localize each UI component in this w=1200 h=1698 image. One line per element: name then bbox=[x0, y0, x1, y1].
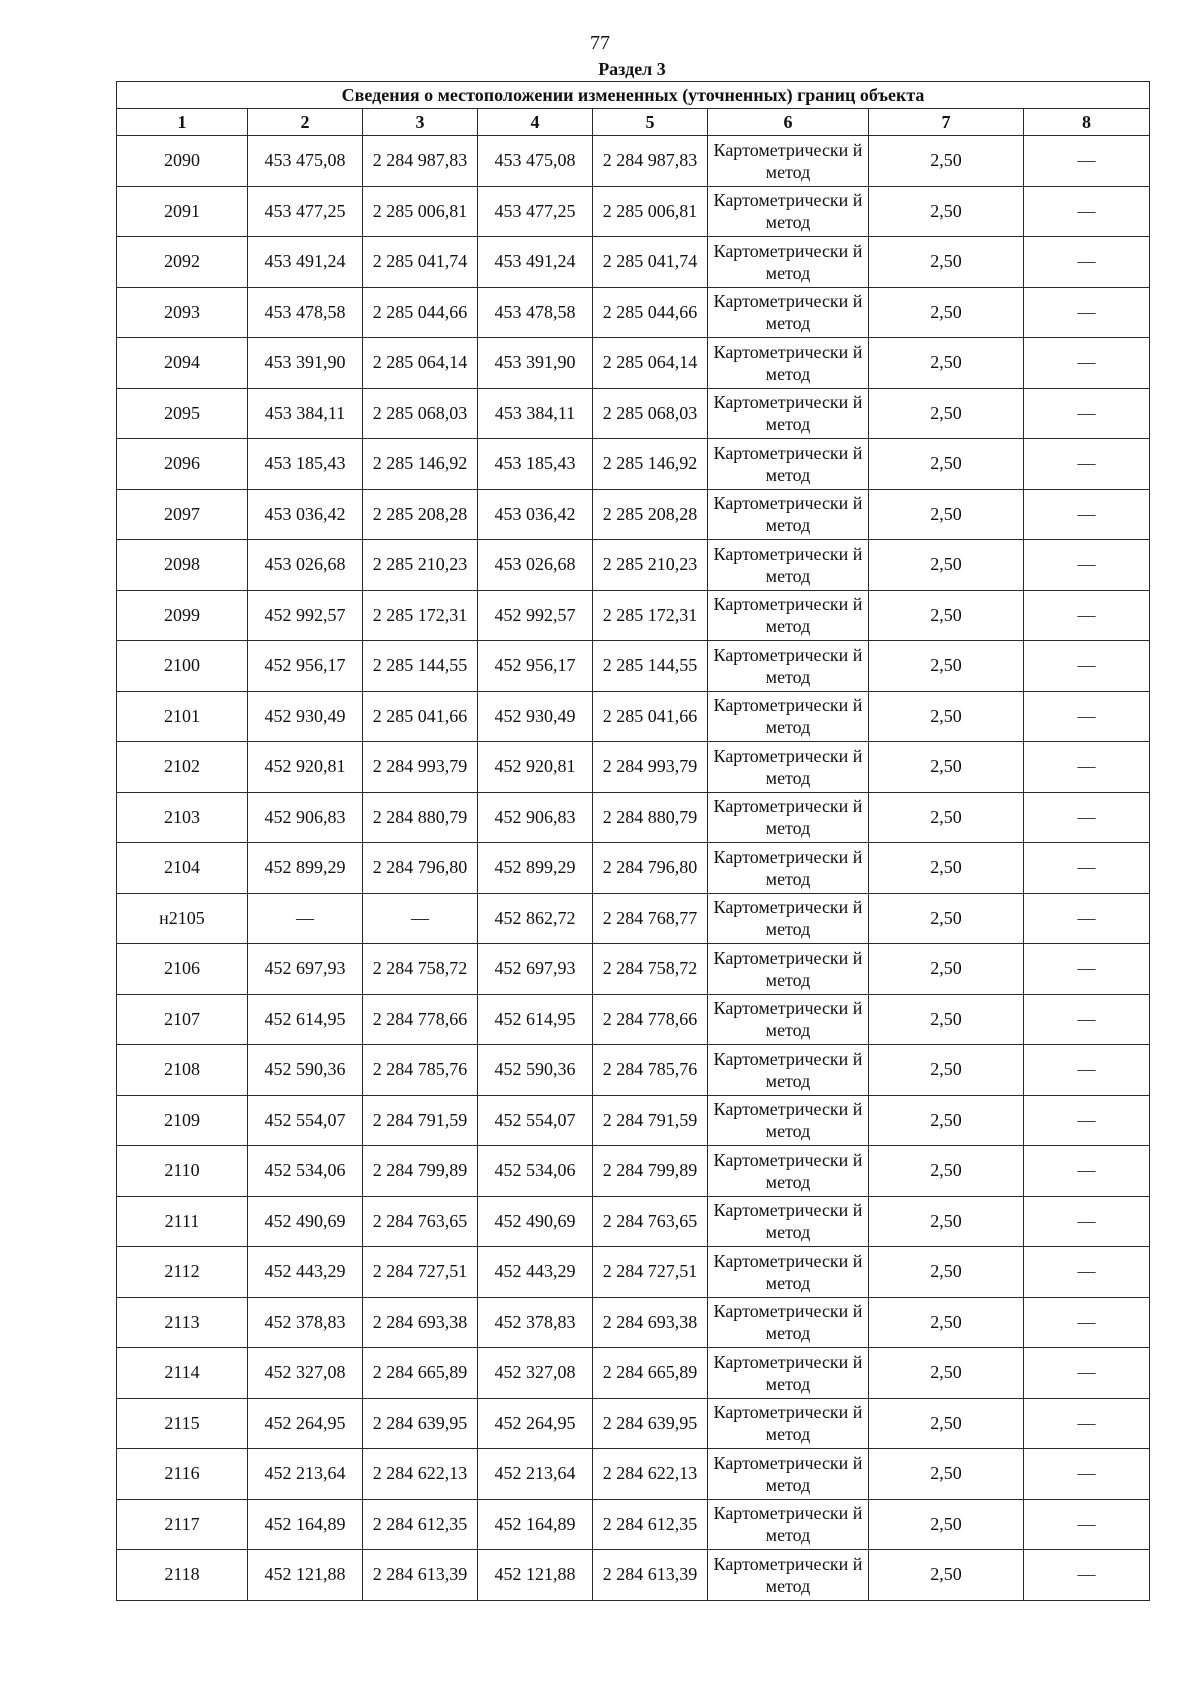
y-old-cell: 2 284 993,79 bbox=[363, 742, 478, 793]
y-new-cell: 2 284 665,89 bbox=[593, 1348, 708, 1399]
y-new-cell: 2 284 796,80 bbox=[593, 843, 708, 894]
point-number-cell: 2111 bbox=[117, 1196, 248, 1247]
note-cell: — bbox=[1024, 1449, 1150, 1500]
precision-cell: 2,50 bbox=[869, 691, 1024, 742]
method-cell: Картометрически й метод bbox=[708, 1146, 869, 1197]
y-old-cell: 2 284 796,80 bbox=[363, 843, 478, 894]
column-number: 3 bbox=[363, 109, 478, 136]
column-number: 1 bbox=[117, 109, 248, 136]
x-new-cell: 453 036,42 bbox=[478, 489, 593, 540]
precision-cell: 2,50 bbox=[869, 237, 1024, 288]
y-new-cell: 2 284 639,95 bbox=[593, 1398, 708, 1449]
note-cell: — bbox=[1024, 489, 1150, 540]
method-cell: Картометрически й метод bbox=[708, 186, 869, 237]
y-old-cell: 2 285 172,31 bbox=[363, 590, 478, 641]
note-cell: — bbox=[1024, 792, 1150, 843]
x-old-cell: 453 475,08 bbox=[248, 136, 363, 187]
method-cell: Картометрически й метод bbox=[708, 439, 869, 490]
note-cell: — bbox=[1024, 1297, 1150, 1348]
y-old-cell: 2 284 693,38 bbox=[363, 1297, 478, 1348]
x-old-cell: 453 477,25 bbox=[248, 186, 363, 237]
y-new-cell: 2 284 758,72 bbox=[593, 944, 708, 995]
y-new-cell: 2 284 768,77 bbox=[593, 893, 708, 944]
x-old-cell: 453 478,58 bbox=[248, 287, 363, 338]
method-cell: Картометрически й метод bbox=[708, 388, 869, 439]
x-new-cell: 452 956,17 bbox=[478, 641, 593, 692]
table-row bbox=[117, 893, 1150, 944]
x-new-cell: 452 378,83 bbox=[478, 1297, 593, 1348]
point-number-cell: 2097 bbox=[117, 489, 248, 540]
y-new-cell: 2 285 041,74 bbox=[593, 237, 708, 288]
point-number-cell: 2102 bbox=[117, 742, 248, 793]
precision-cell: 2,50 bbox=[869, 1095, 1024, 1146]
precision-cell: 2,50 bbox=[869, 893, 1024, 944]
method-cell: Картометрически й метод bbox=[708, 944, 869, 995]
table-row bbox=[117, 792, 1150, 843]
y-new-cell: 2 285 172,31 bbox=[593, 590, 708, 641]
x-old-cell: 452 920,81 bbox=[248, 742, 363, 793]
x-old-cell: 452 906,83 bbox=[248, 792, 363, 843]
table-row bbox=[117, 1348, 1150, 1399]
point-number-cell: 2101 bbox=[117, 691, 248, 742]
x-new-cell: 453 478,58 bbox=[478, 287, 593, 338]
y-new-cell: 2 285 006,81 bbox=[593, 186, 708, 237]
note-cell: — bbox=[1024, 742, 1150, 793]
point-number-cell: 2106 bbox=[117, 944, 248, 995]
table-row bbox=[117, 641, 1150, 692]
table-row bbox=[117, 944, 1150, 995]
point-number-cell: 2096 bbox=[117, 439, 248, 490]
point-number-cell: 2112 bbox=[117, 1247, 248, 1298]
note-cell: — bbox=[1024, 1348, 1150, 1399]
method-cell: Картометрически й метод bbox=[708, 540, 869, 591]
x-new-cell: 453 185,43 bbox=[478, 439, 593, 490]
x-old-cell: 453 185,43 bbox=[248, 439, 363, 490]
y-old-cell: 2 285 041,74 bbox=[363, 237, 478, 288]
point-number-cell: 2099 bbox=[117, 590, 248, 641]
x-old-cell: 452 213,64 bbox=[248, 1449, 363, 1500]
column-number: 8 bbox=[1024, 109, 1150, 136]
x-old-cell: 452 121,88 bbox=[248, 1550, 363, 1601]
x-old-cell: 453 036,42 bbox=[248, 489, 363, 540]
x-new-cell: 452 213,64 bbox=[478, 1449, 593, 1500]
y-old-cell: 2 284 778,66 bbox=[363, 994, 478, 1045]
point-number-cell: 2107 bbox=[117, 994, 248, 1045]
y-old-cell: 2 284 613,39 bbox=[363, 1550, 478, 1601]
note-cell: — bbox=[1024, 186, 1150, 237]
y-old-cell: 2 285 044,66 bbox=[363, 287, 478, 338]
x-new-cell: 452 920,81 bbox=[478, 742, 593, 793]
y-old-cell: 2 285 144,55 bbox=[363, 641, 478, 692]
note-cell: — bbox=[1024, 994, 1150, 1045]
precision-cell: 2,50 bbox=[869, 792, 1024, 843]
x-old-cell: 452 930,49 bbox=[248, 691, 363, 742]
x-new-cell: 452 121,88 bbox=[478, 1550, 593, 1601]
y-new-cell: 2 285 068,03 bbox=[593, 388, 708, 439]
point-number-cell: 2095 bbox=[117, 388, 248, 439]
x-new-cell: 452 906,83 bbox=[478, 792, 593, 843]
y-old-cell: 2 285 210,23 bbox=[363, 540, 478, 591]
note-cell: — bbox=[1024, 1499, 1150, 1550]
x-old-cell: 452 327,08 bbox=[248, 1348, 363, 1399]
y-old-cell: 2 285 146,92 bbox=[363, 439, 478, 490]
note-cell: — bbox=[1024, 1045, 1150, 1096]
x-new-cell: 452 697,93 bbox=[478, 944, 593, 995]
precision-cell: 2,50 bbox=[869, 1550, 1024, 1601]
x-old-cell: 452 490,69 bbox=[248, 1196, 363, 1247]
method-cell: Картометрически й метод bbox=[708, 136, 869, 187]
point-number-cell: 2094 bbox=[117, 338, 248, 389]
note-cell: — bbox=[1024, 388, 1150, 439]
x-old-cell: 452 534,06 bbox=[248, 1146, 363, 1197]
y-new-cell: 2 284 613,39 bbox=[593, 1550, 708, 1601]
precision-cell: 2,50 bbox=[869, 1348, 1024, 1399]
method-cell: Картометрически й метод bbox=[708, 1247, 869, 1298]
x-new-cell: 452 490,69 bbox=[478, 1196, 593, 1247]
precision-cell: 2,50 bbox=[869, 1247, 1024, 1298]
x-new-cell: 452 614,95 bbox=[478, 994, 593, 1045]
precision-cell: 2,50 bbox=[869, 1449, 1024, 1500]
x-old-cell: 453 026,68 bbox=[248, 540, 363, 591]
x-old-cell: 452 378,83 bbox=[248, 1297, 363, 1348]
table-row bbox=[117, 1449, 1150, 1500]
column-number: 2 bbox=[248, 109, 363, 136]
x-new-cell: 452 327,08 bbox=[478, 1348, 593, 1399]
y-new-cell: 2 284 622,13 bbox=[593, 1449, 708, 1500]
table-caption: Сведения о местоположении измененных (уточненных) границ объекта bbox=[117, 82, 1150, 109]
y-old-cell: 2 284 987,83 bbox=[363, 136, 478, 187]
x-old-cell: — bbox=[248, 893, 363, 944]
precision-cell: 2,50 bbox=[869, 1045, 1024, 1096]
y-old-cell: 2 284 622,13 bbox=[363, 1449, 478, 1500]
note-cell: — bbox=[1024, 590, 1150, 641]
column-number: 5 bbox=[593, 109, 708, 136]
point-number-cell: 2100 bbox=[117, 641, 248, 692]
table-row bbox=[117, 1196, 1150, 1247]
precision-cell: 2,50 bbox=[869, 641, 1024, 692]
table-row bbox=[117, 1146, 1150, 1197]
y-old-cell: — bbox=[363, 893, 478, 944]
precision-cell: 2,50 bbox=[869, 944, 1024, 995]
table-row bbox=[117, 1095, 1150, 1146]
method-cell: Картометрически й метод bbox=[708, 893, 869, 944]
precision-cell: 2,50 bbox=[869, 439, 1024, 490]
note-cell: — bbox=[1024, 1146, 1150, 1197]
x-old-cell: 452 164,89 bbox=[248, 1499, 363, 1550]
y-old-cell: 2 284 665,89 bbox=[363, 1348, 478, 1399]
column-number: 4 bbox=[478, 109, 593, 136]
method-cell: Картометрически й метод bbox=[708, 742, 869, 793]
x-old-cell: 452 264,95 bbox=[248, 1398, 363, 1449]
precision-cell: 2,50 bbox=[869, 287, 1024, 338]
y-new-cell: 2 285 210,23 bbox=[593, 540, 708, 591]
x-old-cell: 452 992,57 bbox=[248, 590, 363, 641]
point-number-cell: 2091 bbox=[117, 186, 248, 237]
y-old-cell: 2 284 727,51 bbox=[363, 1247, 478, 1298]
method-cell: Картометрически й метод bbox=[708, 1045, 869, 1096]
note-cell: — bbox=[1024, 843, 1150, 894]
x-new-cell: 452 992,57 bbox=[478, 590, 593, 641]
table-row bbox=[117, 540, 1150, 591]
y-new-cell: 2 284 785,76 bbox=[593, 1045, 708, 1096]
point-number-cell: 2113 bbox=[117, 1297, 248, 1348]
x-new-cell: 452 264,95 bbox=[478, 1398, 593, 1449]
note-cell: — bbox=[1024, 1247, 1150, 1298]
y-old-cell: 2 285 064,14 bbox=[363, 338, 478, 389]
page-number: 77 bbox=[590, 32, 610, 54]
table-row bbox=[117, 590, 1150, 641]
x-old-cell: 453 391,90 bbox=[248, 338, 363, 389]
table-row bbox=[117, 136, 1150, 187]
x-old-cell: 452 554,07 bbox=[248, 1095, 363, 1146]
table-row bbox=[117, 338, 1150, 389]
y-new-cell: 2 284 791,59 bbox=[593, 1095, 708, 1146]
point-number-cell: 2098 bbox=[117, 540, 248, 591]
table-row bbox=[117, 1398, 1150, 1449]
note-cell: — bbox=[1024, 1196, 1150, 1247]
x-old-cell: 453 491,24 bbox=[248, 237, 363, 288]
method-cell: Картометрически й метод bbox=[708, 1297, 869, 1348]
y-new-cell: 2 284 727,51 bbox=[593, 1247, 708, 1298]
y-old-cell: 2 285 208,28 bbox=[363, 489, 478, 540]
precision-cell: 2,50 bbox=[869, 742, 1024, 793]
point-number-cell: 2108 bbox=[117, 1045, 248, 1096]
x-new-cell: 453 026,68 bbox=[478, 540, 593, 591]
method-cell: Картометрически й метод bbox=[708, 1398, 869, 1449]
y-old-cell: 2 284 612,35 bbox=[363, 1499, 478, 1550]
note-cell: — bbox=[1024, 641, 1150, 692]
precision-cell: 2,50 bbox=[869, 186, 1024, 237]
y-new-cell: 2 285 064,14 bbox=[593, 338, 708, 389]
y-old-cell: 2 284 785,76 bbox=[363, 1045, 478, 1096]
column-number-row bbox=[117, 109, 1150, 136]
x-old-cell: 452 697,93 bbox=[248, 944, 363, 995]
precision-cell: 2,50 bbox=[869, 1398, 1024, 1449]
table-row bbox=[117, 439, 1150, 490]
x-new-cell: 452 930,49 bbox=[478, 691, 593, 742]
method-cell: Картометрически й метод bbox=[708, 1196, 869, 1247]
point-number-cell: 2109 bbox=[117, 1095, 248, 1146]
precision-cell: 2,50 bbox=[869, 136, 1024, 187]
precision-cell: 2,50 bbox=[869, 540, 1024, 591]
method-cell: Картометрически й метод bbox=[708, 994, 869, 1045]
y-new-cell: 2 285 146,92 bbox=[593, 439, 708, 490]
point-number-cell: 2115 bbox=[117, 1398, 248, 1449]
point-number-cell: 2090 bbox=[117, 136, 248, 187]
column-number: 7 bbox=[869, 109, 1024, 136]
note-cell: — bbox=[1024, 439, 1150, 490]
method-cell: Картометрически й метод bbox=[708, 489, 869, 540]
note-cell: — bbox=[1024, 338, 1150, 389]
table-row bbox=[117, 237, 1150, 288]
precision-cell: 2,50 bbox=[869, 843, 1024, 894]
precision-cell: 2,50 bbox=[869, 1196, 1024, 1247]
table-row bbox=[117, 489, 1150, 540]
method-cell: Картометрически й метод bbox=[708, 1095, 869, 1146]
x-new-cell: 453 384,11 bbox=[478, 388, 593, 439]
y-old-cell: 2 285 006,81 bbox=[363, 186, 478, 237]
precision-cell: 2,50 bbox=[869, 590, 1024, 641]
y-old-cell: 2 284 880,79 bbox=[363, 792, 478, 843]
x-new-cell: 452 443,29 bbox=[478, 1247, 593, 1298]
point-number-cell: 2104 bbox=[117, 843, 248, 894]
method-cell: Картометрически й метод bbox=[708, 691, 869, 742]
y-old-cell: 2 284 758,72 bbox=[363, 944, 478, 995]
x-old-cell: 453 384,11 bbox=[248, 388, 363, 439]
x-old-cell: 452 614,95 bbox=[248, 994, 363, 1045]
y-new-cell: 2 284 778,66 bbox=[593, 994, 708, 1045]
table-row bbox=[117, 1550, 1150, 1601]
note-cell: — bbox=[1024, 1095, 1150, 1146]
note-cell: — bbox=[1024, 237, 1150, 288]
precision-cell: 2,50 bbox=[869, 1146, 1024, 1197]
table-row bbox=[117, 388, 1150, 439]
method-cell: Картометрически й метод bbox=[708, 287, 869, 338]
y-new-cell: 2 285 044,66 bbox=[593, 287, 708, 338]
point-number-cell: 2103 bbox=[117, 792, 248, 843]
method-cell: Картометрически й метод bbox=[708, 590, 869, 641]
y-old-cell: 2 284 763,65 bbox=[363, 1196, 478, 1247]
note-cell: — bbox=[1024, 540, 1150, 591]
x-new-cell: 452 534,06 bbox=[478, 1146, 593, 1197]
y-new-cell: 2 284 880,79 bbox=[593, 792, 708, 843]
note-cell: — bbox=[1024, 691, 1150, 742]
y-new-cell: 2 285 144,55 bbox=[593, 641, 708, 692]
table-row bbox=[117, 186, 1150, 237]
y-old-cell: 2 285 041,66 bbox=[363, 691, 478, 742]
method-cell: Картометрически й метод bbox=[708, 1550, 869, 1601]
y-new-cell: 2 285 041,66 bbox=[593, 691, 708, 742]
method-cell: Картометрически й метод bbox=[708, 641, 869, 692]
table-row bbox=[117, 742, 1150, 793]
method-cell: Картометрически й метод bbox=[708, 338, 869, 389]
y-old-cell: 2 285 068,03 bbox=[363, 388, 478, 439]
x-new-cell: 452 899,29 bbox=[478, 843, 593, 894]
point-number-cell: 2110 bbox=[117, 1146, 248, 1197]
method-cell: Картометрически й метод bbox=[708, 1499, 869, 1550]
y-old-cell: 2 284 639,95 bbox=[363, 1398, 478, 1449]
point-number-cell: 2118 bbox=[117, 1550, 248, 1601]
y-new-cell: 2 284 987,83 bbox=[593, 136, 708, 187]
precision-cell: 2,50 bbox=[869, 994, 1024, 1045]
table-body bbox=[117, 136, 1150, 1601]
y-new-cell: 2 284 612,35 bbox=[593, 1499, 708, 1550]
precision-cell: 2,50 bbox=[869, 1499, 1024, 1550]
table-row bbox=[117, 1297, 1150, 1348]
table-row bbox=[117, 1247, 1150, 1298]
y-new-cell: 2 285 208,28 bbox=[593, 489, 708, 540]
method-cell: Картометрически й метод bbox=[708, 237, 869, 288]
y-old-cell: 2 284 791,59 bbox=[363, 1095, 478, 1146]
column-number: 6 bbox=[708, 109, 869, 136]
note-cell: — bbox=[1024, 944, 1150, 995]
coordinates-table bbox=[116, 81, 1150, 1601]
note-cell: — bbox=[1024, 1550, 1150, 1601]
point-number-cell: 2116 bbox=[117, 1449, 248, 1500]
x-new-cell: 452 862,72 bbox=[478, 893, 593, 944]
x-new-cell: 453 491,24 bbox=[478, 237, 593, 288]
x-new-cell: 453 391,90 bbox=[478, 338, 593, 389]
x-new-cell: 452 590,36 bbox=[478, 1045, 593, 1096]
note-cell: — bbox=[1024, 893, 1150, 944]
x-new-cell: 452 554,07 bbox=[478, 1095, 593, 1146]
table-row bbox=[117, 287, 1150, 338]
x-new-cell: 453 477,25 bbox=[478, 186, 593, 237]
y-old-cell: 2 284 799,89 bbox=[363, 1146, 478, 1197]
x-new-cell: 453 475,08 bbox=[478, 136, 593, 187]
table-row bbox=[117, 1499, 1150, 1550]
precision-cell: 2,50 bbox=[869, 489, 1024, 540]
x-new-cell: 452 164,89 bbox=[478, 1499, 593, 1550]
precision-cell: 2,50 bbox=[869, 1297, 1024, 1348]
point-number-cell: н2105 bbox=[117, 893, 248, 944]
x-old-cell: 452 956,17 bbox=[248, 641, 363, 692]
point-number-cell: 2114 bbox=[117, 1348, 248, 1399]
point-number-cell: 2093 bbox=[117, 287, 248, 338]
precision-cell: 2,50 bbox=[869, 388, 1024, 439]
point-number-cell: 2092 bbox=[117, 237, 248, 288]
x-old-cell: 452 443,29 bbox=[248, 1247, 363, 1298]
y-new-cell: 2 284 993,79 bbox=[593, 742, 708, 793]
note-cell: — bbox=[1024, 1398, 1150, 1449]
y-new-cell: 2 284 763,65 bbox=[593, 1196, 708, 1247]
table-row bbox=[117, 994, 1150, 1045]
note-cell: — bbox=[1024, 136, 1150, 187]
table-row bbox=[117, 691, 1150, 742]
x-old-cell: 452 590,36 bbox=[248, 1045, 363, 1096]
x-old-cell: 452 899,29 bbox=[248, 843, 363, 894]
method-cell: Картометрически й метод bbox=[708, 792, 869, 843]
y-new-cell: 2 284 693,38 bbox=[593, 1297, 708, 1348]
method-cell: Картометрически й метод bbox=[708, 843, 869, 894]
precision-cell: 2,50 bbox=[869, 338, 1024, 389]
note-cell: — bbox=[1024, 287, 1150, 338]
point-number-cell: 2117 bbox=[117, 1499, 248, 1550]
method-cell: Картометрически й метод bbox=[708, 1348, 869, 1399]
method-cell: Картометрически й метод bbox=[708, 1449, 869, 1500]
section-title: Раздел 3 bbox=[598, 59, 666, 79]
y-new-cell: 2 284 799,89 bbox=[593, 1146, 708, 1197]
table-row bbox=[117, 1045, 1150, 1096]
table-row bbox=[117, 843, 1150, 894]
